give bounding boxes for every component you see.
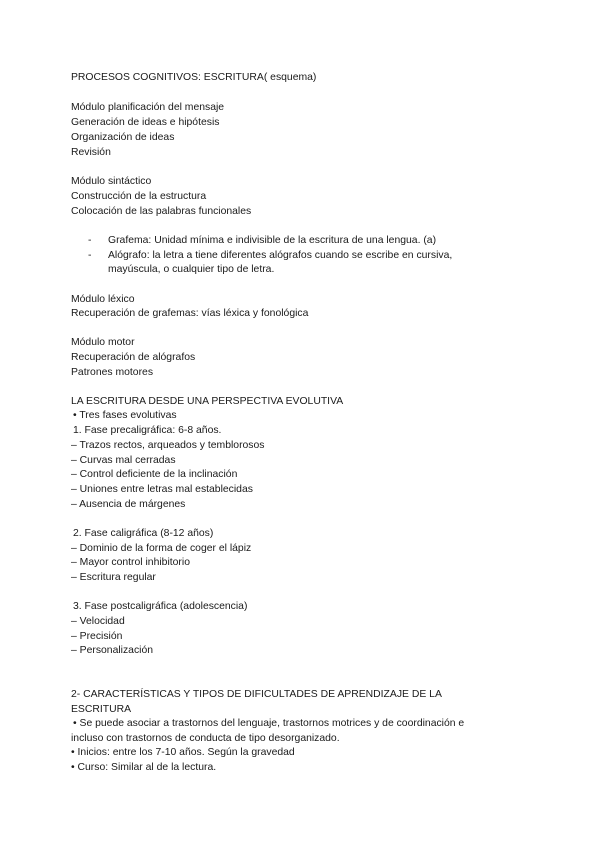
section-heading-planificacion: Módulo planificación del mensaje [71, 102, 225, 113]
list-item: Patrones motores [71, 367, 154, 378]
list-item: – Mayor control inhibitorio [71, 557, 190, 568]
list-item: – Precisión [71, 631, 123, 642]
phase-title: 2. Fase caligráfica (8-12 años) [73, 528, 214, 539]
section-heading-dificultades: 2- CARACTERÍSTICAS Y TIPOS DE DIFICULTADES DE APRENDIZAJE DE LA [71, 689, 442, 700]
list-item: – Ausencia de márgenes [71, 499, 186, 510]
section-heading-evolutiva: LA ESCRITURA DESDE UNA PERSPECTIVA EVOLUTIVA [71, 396, 344, 407]
definition-alografo-continued: mayúscula, o cualquier tipo de letra. [108, 264, 275, 275]
paragraph-bullet: • Se puede asociar a trastornos del lenguaje, trastornos motrices y de coordinación e [73, 718, 465, 729]
list-item: Organización de ideas [71, 132, 175, 143]
dash-bullet: - [88, 235, 92, 246]
list-item: Construcción de la estructura [71, 191, 207, 202]
list-item: – Dominio de la forma de coger el lápiz [71, 543, 252, 554]
paragraph-bullet: • Curso: Similar al de la lectura. [71, 762, 217, 773]
section-heading-sintactico: Módulo sintáctico [71, 176, 152, 187]
list-item: – Personalización [71, 645, 154, 656]
section-heading-dificultades-continued: ESCRITURA [71, 704, 132, 715]
list-item: Revisión [71, 147, 111, 158]
list-item: – Escritura regular [71, 572, 156, 583]
list-item: – Control deficiente de la inclinación [71, 469, 238, 480]
list-item: Recuperación de alógrafos [71, 352, 196, 363]
list-item: – Trazos rectos, arqueados y temblorosos [71, 440, 265, 451]
intro-bullet: • Tres fases evolutivas [73, 410, 177, 421]
phase-title: 3. Fase postcaligráfica (adolescencia) [73, 601, 248, 612]
definition-grafema: Grafema: Unidad mínima e indivisible de la escritura de una lengua. (a) [108, 235, 437, 246]
list-item: – Uniones entre letras mal establecidas [71, 484, 253, 495]
definition-alografo: Alógrafo: la letra a tiene diferentes alógrafos cuando se escribe en cursiva, [108, 250, 453, 261]
phase-title: 1. Fase precaligráfica: 6-8 años. [73, 425, 222, 436]
paragraph-continued: incluso con trastornos de conducta de tipo desorganizado. [71, 733, 340, 744]
document-title: PROCESOS COGNITIVOS: ESCRITURA( esquema) [71, 72, 317, 83]
section-heading-motor: Módulo motor [71, 337, 135, 348]
dash-bullet: - [88, 250, 92, 261]
list-item: Colocación de las palabras funcionales [71, 206, 252, 217]
list-item: Recuperación de grafemas: vías léxica y fonológica [71, 308, 309, 319]
list-item: – Curvas mal cerradas [71, 455, 176, 466]
paragraph-bullet: • Inicios: entre los 7-10 años. Según la gravedad [71, 747, 295, 758]
section-heading-lexico: Módulo léxico [71, 294, 135, 305]
list-item: – Velocidad [71, 616, 125, 627]
list-item: Generación de ideas e hipótesis [71, 117, 220, 128]
